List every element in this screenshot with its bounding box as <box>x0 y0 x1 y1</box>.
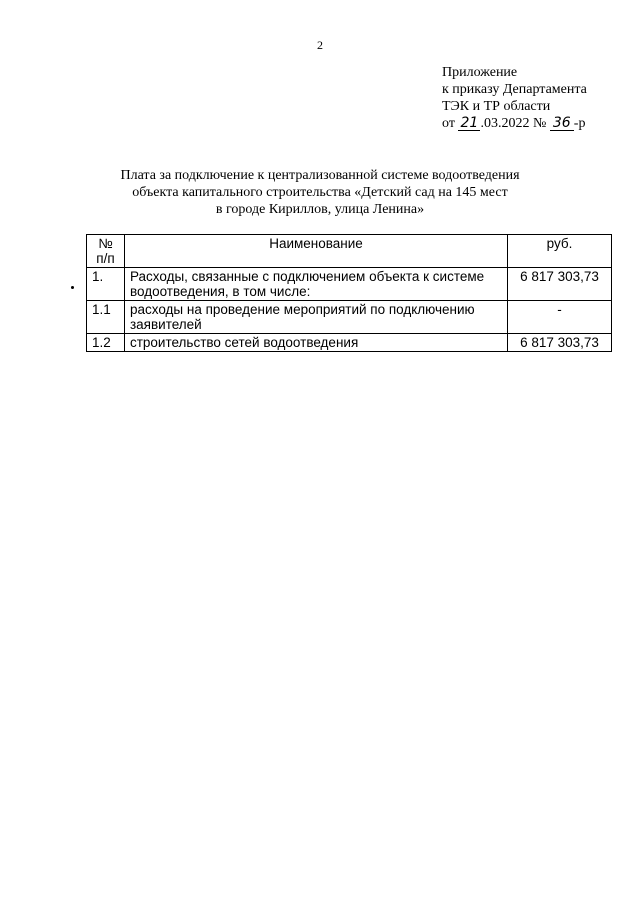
order-suffix: -р <box>573 116 586 131</box>
row-name-line: Расходы, связанные с подключением объекта к системе <box>129 269 485 284</box>
header-number-abbr: п/п <box>96 251 115 266</box>
table-header-row <box>87 235 612 268</box>
row-name: строительство сетей водоотведения <box>124 334 507 352</box>
approval-date-line <box>442 115 587 132</box>
table-row <box>87 268 612 301</box>
approval-block <box>442 64 587 132</box>
row-name <box>124 268 507 301</box>
handwritten-day: 21 <box>458 117 480 131</box>
page-number: 2 <box>317 38 323 52</box>
row-amount: - <box>508 301 612 334</box>
row-number: 1.1 <box>87 301 125 334</box>
title-line-1: Плата за подключение к централизованной системе водоотведения <box>120 168 520 183</box>
row-name-line: расходы на проведение мероприятий по подключению <box>129 302 475 317</box>
document-title <box>60 167 580 218</box>
scan-speck <box>71 286 74 289</box>
approval-line-3: ТЭК и ТР области <box>442 99 551 114</box>
table-row <box>87 301 612 334</box>
row-amount: 6 817 303,73 <box>508 334 612 352</box>
row-amount: 6 817 303,73 <box>508 268 612 301</box>
title-line-2: объекта капитального строительства «Детский сад на 145 мест <box>132 185 508 200</box>
handwritten-order-number: 36 <box>550 117 574 131</box>
header-number-symbol: № <box>98 236 113 251</box>
approval-line-2: к приказу Департамента <box>442 82 587 97</box>
row-number: 1.2 <box>87 334 125 352</box>
header-name: Наименование <box>124 235 507 268</box>
header-unit: руб. <box>508 235 612 268</box>
title-line-3: в городе Кириллов, улица Ленина» <box>215 202 425 217</box>
date-prefix: от <box>442 116 455 131</box>
row-name-line: водоотведения, в том числе: <box>129 284 311 299</box>
row-number: 1. <box>87 268 125 301</box>
row-name <box>124 301 507 334</box>
table-row <box>87 334 612 352</box>
fees-table <box>86 234 612 352</box>
header-number <box>87 235 125 268</box>
date-rest: .03.2022 № <box>480 116 547 131</box>
row-name-line: заявителей <box>129 317 202 332</box>
approval-line-1: Приложение <box>442 65 518 80</box>
